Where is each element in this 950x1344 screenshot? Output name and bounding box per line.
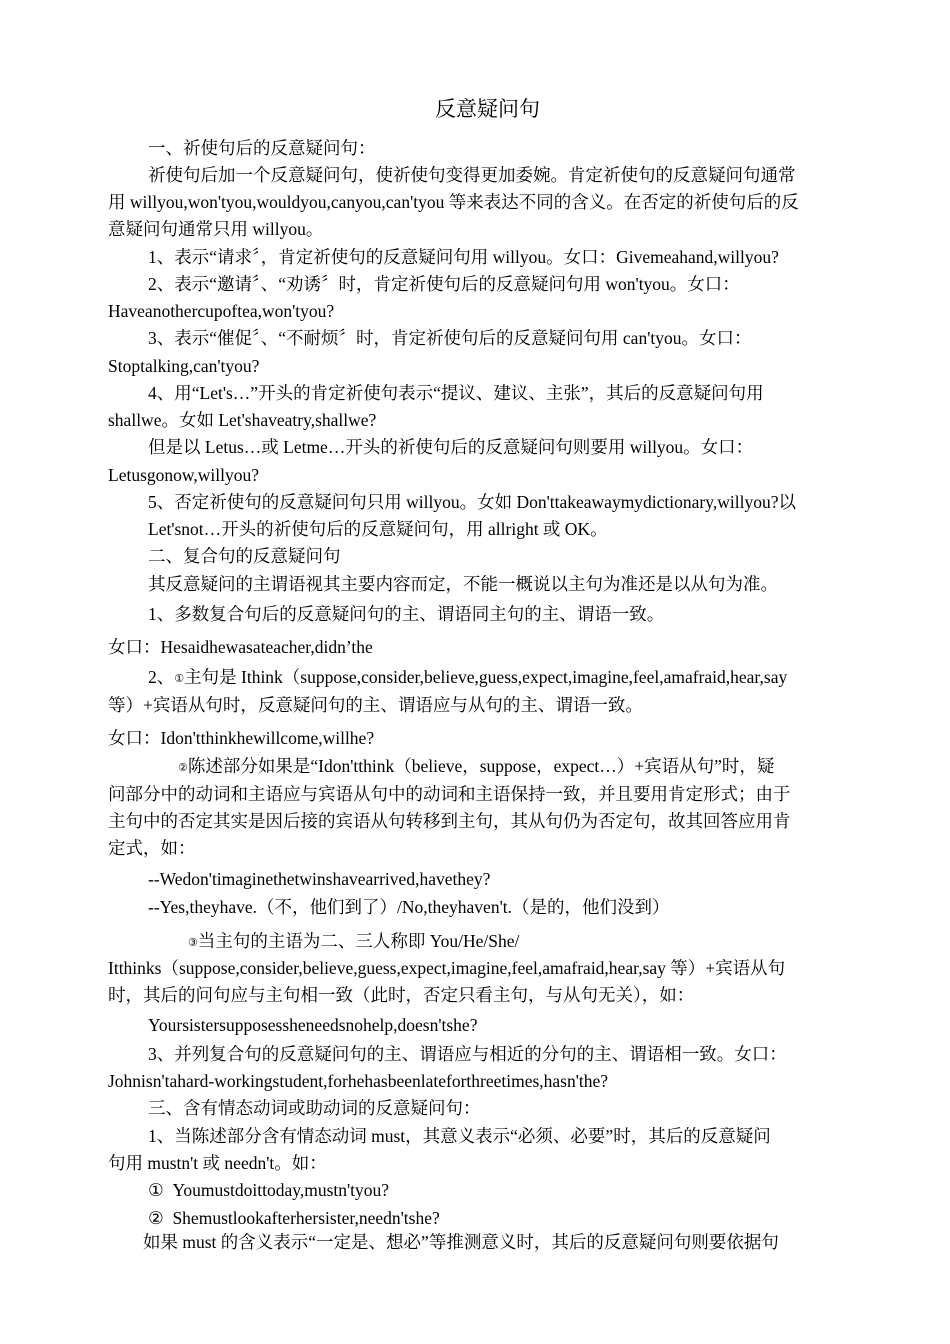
paragraph-line: 祈使句后加一个反意疑问句，使祈使句变得更加委婉。肯定祈使句的反意疑问句通常 [148, 165, 796, 185]
circled-number-1: ① [174, 673, 185, 685]
paragraph-line: shallwe。女如 Let'shaveatry,shallwe? [108, 410, 377, 430]
paragraph-line: 定式，如： [108, 838, 196, 858]
paragraph-line: 问部分中的动词和主语应与宾语从句中的动词和主语保持一致，并且要用肯定形式；由于 [108, 784, 791, 804]
example-item-2: ② Shemustlookafterhersister,needn'tshe? [148, 1208, 440, 1228]
paragraph-line: 但是以 Letus…或 Letme…开头的祈使句后的反意疑问句则要用 willyou。女口： [148, 437, 754, 457]
paragraph-line: 3、并列复合句的反意疑问句的主、谓语应与相近的分句的主、谓语相一致。女口： [148, 1044, 787, 1064]
section-heading-2: 二、复合句的反意疑问句 [148, 546, 341, 566]
paragraph-line: ③当主句的主语为二、三人称即 You/He/She/ [188, 931, 520, 951]
paragraph-line: 2、表示“邀请〞、“劝诱〞时，肯定祈使句后的反意疑问句用 won'tyou。女口： [148, 274, 740, 294]
dialogue-line: --Yes,theyhave.（不，他们到了）/No,theyhaven't.（是的，他们没到） [148, 897, 670, 917]
paragraph-line: 句用 mustn't 或 needn't。如： [108, 1153, 327, 1173]
example-line: Yoursistersupposessheneedsnohelp,doesn'tshe? [148, 1015, 478, 1035]
paragraph-line: Let'snot…开头的祈使句后的反意疑问句，用 allright 或 OK。 [148, 519, 608, 539]
item-marker-2: ② [148, 1208, 164, 1228]
example-line: 女口：Idon'tthinkhewillcome,willhe? [108, 728, 375, 748]
circled-number-2: ② [178, 762, 188, 774]
paragraph-line: 1、多数复合句后的反意疑问句的主、谓语同主句的主、谓语一致。 [148, 604, 665, 624]
paragraph-line: Stoptalking,can'tyou? [108, 356, 260, 376]
paragraph-line: 3、表示“催促〞、“不耐烦〞时，肯定祈使句后的反意疑问句用 can'tyou。女口： [148, 328, 752, 348]
page-title: 反意疑问句 [435, 97, 540, 121]
paragraph-line: 1、表示“请求〞，肯定祈使句的反意疑问句用 willyou。女口：Givemeahand,willyou? [148, 247, 779, 267]
paragraph-line: 2、①主句是 Ithink（suppose,consider,believe,guess,expect,imagine,feel,amafraid,hear,say [148, 667, 788, 687]
paragraph-line: ②陈述部分如果是“Idon'tthink（believe，suppose，expect…）+宾语从句”时，疑 [178, 756, 775, 776]
example-item-1: ① Youmustdoittoday,mustn'tyou? [148, 1180, 390, 1200]
paragraph-line: 5、否定祈使句的反意疑问句只用 willyou。女如 Don'ttakeawaymydictionary,willyou?以 [148, 492, 796, 512]
example-line: 女口：Hesaidhewasateacher,didn’the [108, 637, 373, 657]
paragraph-line: 意疑问句通常只用 willyou。 [108, 219, 324, 239]
paragraph-line: Letusgonow,willyou? [108, 465, 259, 485]
paragraph-line: 其反意疑问的主谓语视其主要内容而定，不能一概说以主句为准还是以从句为准。 [148, 574, 778, 594]
example-line: Johnisn'tahard-workingstudent,forhehasbeenlateforthreetimes,hasn'the? [108, 1071, 609, 1091]
paragraph-line: 如果 must 的含义表示“一定是、想必”等推测意义时，其后的反意疑问句则要依据句 [143, 1232, 779, 1252]
paragraph-line: Haveanothercupoftea,won'tyou? [108, 301, 335, 321]
section-heading-3: 三、含有情态动词或助动词的反意疑问句： [148, 1098, 481, 1118]
item-marker-1: ① [148, 1180, 164, 1200]
paragraph-line: 1、当陈述部分含有情态动词 must，其意义表示“必须、必要”时，其后的反意疑问 [148, 1126, 771, 1146]
circled-number-3: ③ [188, 937, 198, 949]
section-heading-1: 一、祈使句后的反意疑问句： [148, 138, 376, 158]
paragraph-line: 主句中的否定其实是因后接的宾语从句转移到主句，其从句仍为否定句，故其回答应用肯 [108, 811, 791, 831]
paragraph-line: 用 willyou,won'tyou,wouldyou,canyou,can'tyou 等来表达不同的含义。在否定的祈使句后的反 [108, 192, 799, 212]
paragraph-line: Itthinks（suppose,consider,believe,guess,expect,imagine,feel,amafraid,hear,say 等）+宾语从句 [108, 958, 786, 978]
dialogue-line: --Wedon'timaginethetwinshavearrived,havethey? [148, 869, 491, 889]
item-number: 2、 [148, 667, 175, 687]
paragraph-line: 等）+宾语从句时，反意疑问句的主、谓语应与从句的主、谓语一致。 [108, 695, 643, 715]
paragraph-line: 4、用“Let's…”开头的肯定祈使句表示“提议、建议、主张”，其后的反意疑问句用 [148, 383, 764, 403]
paragraph-line: 时，其后的问句应与主句相一致（此时，否定只看主句，与从句无关），如： [108, 985, 695, 1005]
